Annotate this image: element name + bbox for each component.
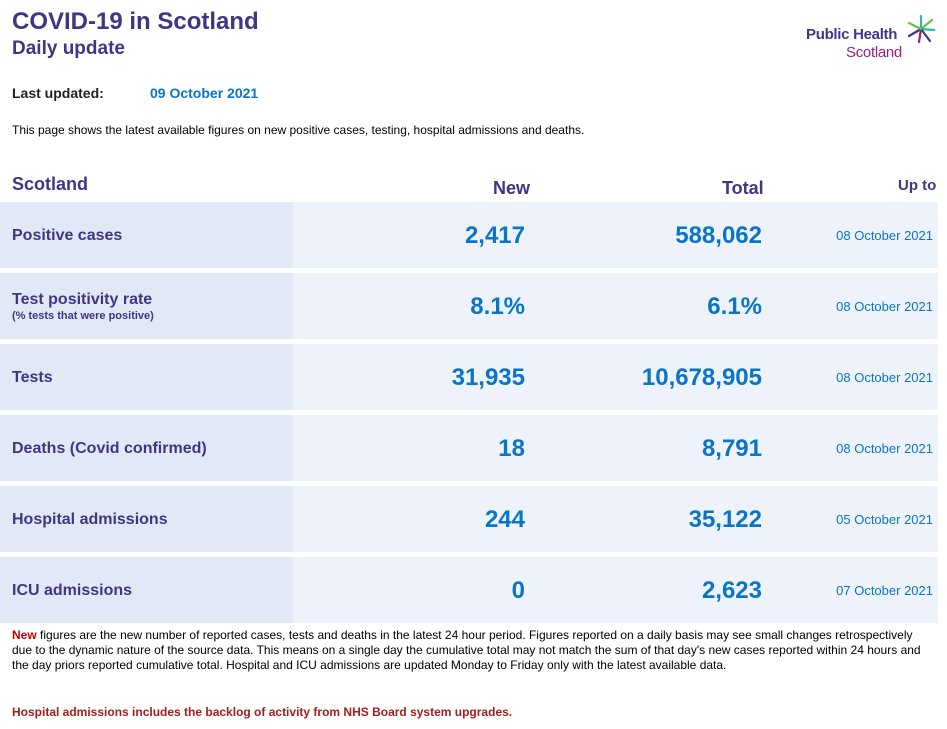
last-updated-value: 09 October 2021 [150,85,259,101]
row-up-to-date: 08 October 2021 [836,299,933,314]
table-row-positive-cases [0,202,938,268]
column-header-region: Scotland [12,174,89,194]
row-new-value: 2,417 [464,222,525,249]
row-up-to-date: 08 October 2021 [836,441,933,456]
last-updated-label: Last updated: [12,85,104,101]
row-new-value: 18 [498,435,525,462]
logo-text-line2: Scotland [846,44,902,61]
intro-text: This page shows the latest available figures on new positive cases, testing, hospital admissions and deaths. [12,123,585,137]
row-new-value: 0 [511,577,525,604]
footnote-text: figures are the new number of reported cases, tests and deaths in the latest 24 hour period. Figures reported on a daily basis may see small changes retrospectively due to the dynamic nature of the source data. This means on a single day the cumulative total may not match the sum of that day's new cases reported within 24 hours and the day priors reported cumulative total. Hospital and ICU admissions are updated Monday to Friday only with the latest available data. [12,628,921,672]
public-health-scotland-logo [806,14,936,64]
row-up-to-date: 05 October 2021 [836,512,933,527]
column-header-total: Total [722,178,764,198]
row-new-value: 31,935 [451,364,525,391]
row-total-value: 2,623 [701,577,762,604]
row-total-value: 10,678,905 [641,364,762,391]
row-total-value: 35,122 [688,506,762,533]
row-label: Deaths (Covid confirmed) [12,440,207,457]
table-row-deaths [0,415,938,481]
row-total-value: 588,062 [675,222,762,249]
row-total-value: 6.1% [707,293,762,320]
row-total-value: 8,791 [701,435,762,462]
row-up-to-date: 08 October 2021 [836,228,933,243]
table-row-icu-admissions [0,557,938,623]
row-new-value: 244 [484,506,525,533]
footnote [12,628,932,673]
row-label: Positive cases [12,227,123,244]
table-row-hospital-admissions [0,486,938,552]
footnote-new-word: New [12,628,37,642]
column-header-new: New [493,178,531,198]
table-row-test-positivity [0,273,938,339]
page-subtitle: Daily update [12,38,125,59]
table-row-tests [0,344,938,410]
row-label: Hospital admissions [12,511,168,528]
row-label: Test positivity rate [12,291,153,308]
row-sublabel: (% tests that were positive) [12,310,154,322]
column-header-up-to: Up to [898,177,937,194]
row-label: Tests [12,369,53,386]
backlog-warning: Hospital admissions includes the backlog of activity from NHS Board system upgrades. [12,705,513,719]
page-title: COVID-19 in Scotland [12,8,259,35]
row-new-value: 8.1% [470,293,525,320]
row-up-to-date: 08 October 2021 [836,370,933,385]
row-up-to-date: 07 October 2021 [836,583,933,598]
logo-text-line1: Public Health [806,26,898,43]
star-burst-icon [906,14,936,44]
row-label: ICU admissions [12,582,133,599]
